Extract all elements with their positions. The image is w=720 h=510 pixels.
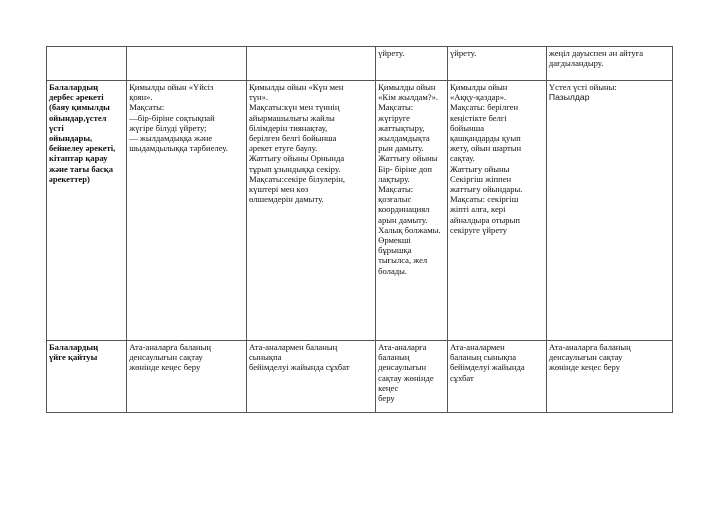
cell-text: білімдерін тиянақтау, [248, 122, 328, 133]
cell-header-empty [47, 47, 127, 81]
row-header-line: ойындары, [49, 133, 93, 144]
cell-text: сақтау жөнінде [378, 372, 434, 383]
cell-tue-top [246, 47, 375, 81]
cell-text: Қимылды ойын [378, 82, 436, 92]
cell-text: Ата-аналармен баланың [248, 342, 338, 352]
cell-text: болады. [378, 265, 408, 276]
cell-text: Қимылды ойын «Күн мен [248, 82, 344, 92]
cell-text: беру [378, 393, 395, 404]
cell-text: Мақсаты: [129, 102, 165, 113]
row-header-going-home [47, 341, 127, 413]
cell-text: Мақсаты: [378, 102, 414, 113]
row-header-line: бейнелеу әрекеті, [49, 143, 116, 154]
cell-text: Бір- біріне доп [378, 163, 433, 174]
cell-text: Халық болжамы. [378, 224, 441, 235]
cell-text: жүгіруге [378, 112, 410, 123]
cell-text: жөнінде кеңес беру [548, 362, 620, 373]
cell-text: Ата-аналарға баланың [548, 342, 631, 352]
cell-text: Мақсаты:күн мен түннің [248, 102, 340, 113]
cell-wed-top [376, 47, 448, 81]
cell-text: түн». [248, 92, 269, 103]
row-header-line: кітаптар қарау [49, 153, 108, 164]
cell-wed-activities [376, 81, 448, 341]
cell-text: секіруге үйрету [449, 224, 508, 235]
cell-text: жеңіл дауыспен ән айтуға [548, 48, 644, 58]
cell-text: Қимылды ойын [449, 82, 508, 92]
cell-thu-going-home [447, 341, 546, 413]
cell-text: жүгіре білуді үйрету; [129, 122, 207, 133]
cell-text: Мақсаты:секіре білулерін, [248, 173, 346, 184]
cell-text: Өрмекші [378, 235, 411, 246]
cell-mon-activities [127, 81, 247, 341]
cell-text: Ата-аналармен [449, 342, 505, 352]
cell-text: сақтау. [449, 153, 475, 164]
row-header-line: үйге қайтуы [49, 352, 98, 363]
cell-text: берілген белгі бойынша [248, 133, 337, 144]
cell-tue-going-home [246, 341, 375, 413]
cell-text: — жылдамдыққа және [129, 133, 213, 144]
cell-thu-activities [447, 81, 546, 341]
table-row-going-home [47, 341, 673, 413]
cell-text: өлшемдерін дамыту. [248, 194, 324, 205]
cell-text: қоян». [129, 92, 153, 103]
cell-text: кеңес [378, 382, 399, 393]
cell-text: тұрып ұзындыққа секіру. [248, 163, 341, 174]
cell-text: Мақсаты: берілген [449, 102, 519, 113]
cell-text: Пазылдар [548, 92, 590, 103]
cell-text: үйрету. [378, 48, 405, 58]
cell-text: жаттықтыру, [378, 122, 425, 133]
cell-text: денсаулығын [378, 362, 427, 373]
cell-text: «Аққу-қаздар». [449, 92, 507, 103]
cell-text: Қимылды ойын «Үйсіз [129, 82, 214, 92]
cell-text: жылдамдықта [378, 133, 430, 144]
cell-text: денсаулығын сақтау [129, 352, 203, 363]
cell-thu-top [447, 47, 546, 81]
cell-text: Жаттығу ойыны Орнында [248, 153, 345, 164]
cell-text: Үстел үсті ойыны: [548, 82, 617, 92]
table-row-top [47, 47, 673, 81]
cell-text: бейімделуі жайында сұхбат [248, 362, 350, 373]
table-row-activities [47, 81, 673, 341]
cell-text: жіпті алға, кері [449, 204, 506, 215]
cell-wed-going-home [376, 341, 448, 413]
cell-text: координациял [378, 204, 430, 215]
cell-text: —бір-біріне соқтықпай [129, 112, 215, 123]
cell-text: денсаулығын сақтау [548, 352, 623, 363]
cell-text: бейімделуі жайында [449, 362, 525, 373]
row-header-activities [47, 81, 127, 341]
cell-text: Ата-аналарға баланың [129, 342, 212, 352]
cell-text: «Кім жылдам?». [378, 92, 439, 103]
cell-text: жөнінде кеңес беру [129, 362, 201, 373]
cell-text: Секіргіш жіппен [449, 173, 512, 184]
cell-text: әрекет етуге баулу. [248, 143, 318, 154]
cell-text: қозғалыс [378, 194, 412, 205]
cell-text: жаттығу ойындары. [449, 184, 523, 195]
cell-text: Мақсаты: секіргіш [449, 194, 519, 205]
cell-fri-top [546, 47, 672, 81]
cell-text: айналдыра отырып [449, 214, 520, 225]
cell-text: қашқандарды қуып [449, 133, 521, 144]
cell-text: сынықпа [248, 352, 282, 363]
row-header-line: (баяу қимылды [49, 102, 110, 113]
row-header-line: Балалардың [49, 342, 99, 352]
cell-text: шыдамдылыққа тәрбиелеу. [129, 143, 228, 154]
cell-text: Жаттығу ойыны [449, 163, 510, 174]
cell-text: кеңістікте белгі [449, 112, 507, 123]
row-header-line: және тағы басқа [49, 163, 114, 174]
cell-text: лақтыру. [378, 173, 410, 184]
row-header-line: ойындар,үстел [49, 112, 107, 123]
cell-text: тығылса, жел [378, 255, 428, 266]
cell-text: арын дамыту. [378, 214, 428, 225]
cell-tue-activities [246, 81, 375, 341]
cell-text: баланың сынықпа [449, 352, 517, 363]
cell-text: дағдыландыру. [548, 58, 604, 69]
row-header-line: дербес әрекеті [49, 92, 104, 103]
cell-text: Мақсаты: [378, 184, 414, 195]
cell-text: рын дамыту. [378, 143, 424, 154]
cell-text: бұрышқа [378, 245, 412, 256]
cell-text: Ата-аналарға [378, 342, 427, 352]
row-header-line: үсті [49, 122, 64, 133]
cell-text: бойынша [449, 122, 485, 133]
row-header-line: әрекеттер) [49, 173, 90, 184]
cell-text: жету, ойын шартын [449, 143, 522, 154]
cell-text: Жаттығу ойыны [378, 153, 438, 164]
cell-text: айырмашылығы жайлы [248, 112, 335, 123]
cell-text: күштері мен көз [248, 184, 309, 195]
cell-text: баланың [378, 352, 410, 363]
cell-mon-top [127, 47, 247, 81]
cell-text: сұхбат [449, 372, 474, 383]
row-header-line: Балалардың [49, 82, 99, 92]
cell-fri-activities [546, 81, 672, 341]
schedule-table [46, 46, 673, 413]
cell-fri-going-home [546, 341, 672, 413]
cell-text: үйрету. [449, 48, 477, 58]
cell-mon-going-home [127, 341, 247, 413]
